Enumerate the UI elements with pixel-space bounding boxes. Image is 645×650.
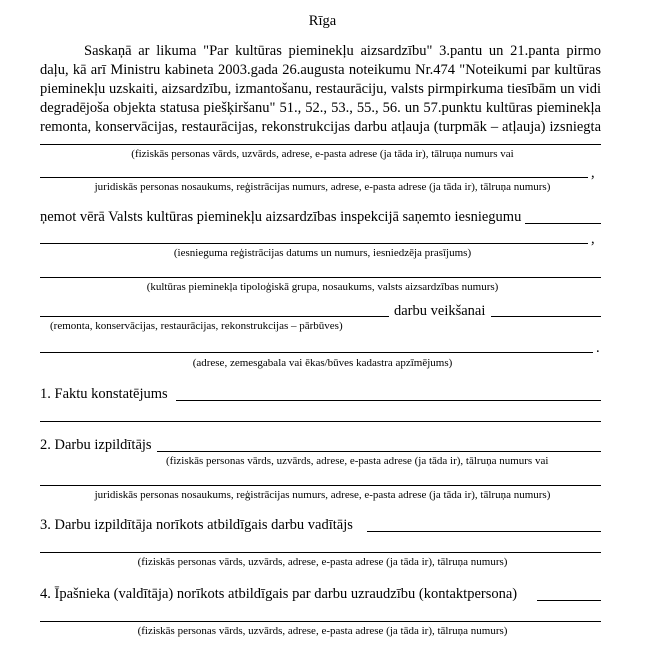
section-1-label: 1. Faktu konstatējums — [40, 386, 168, 402]
section-3-hint: (fiziskās personas vārds, uzvārds, adrese, e-pasta adrese (ja tāda ir), tālruņa numurs) — [137, 556, 508, 568]
recipient-person-field[interactable] — [40, 144, 601, 145]
recipient-comma: , — [591, 165, 595, 181]
intro-line-3: pieminekļu uzskaiti, aizsardzību, izmantošanu, restaurāciju, valsts pirmpirkuma tiesībām un vidi — [40, 81, 601, 97]
section-2-legal-hint: juridiskās personas nosaukums, reģistrācijas numurs, adrese, e-pasta adrese (ja tāda ir), tālruņa numurs) — [94, 489, 551, 501]
recipient-legal-field[interactable] — [40, 177, 588, 178]
address-hint: (adrese, zemesgabala vai ēkas/būves kadastra apzīmējums) — [192, 357, 453, 369]
intro-line-1: Saskaņā ar likuma "Par kultūras pieminekļu aizsardzību" 3.pantu un 21.panta pirmo — [84, 43, 601, 59]
recipient-legal-hint: juridiskās personas nosaukums, reģistrācijas numurs, adrese, e-pasta adrese (ja tāda ir), tālruņa numurs) — [94, 181, 551, 193]
section-4-label: 4. Īpašnieka (valdītāja) norīkots atbildīgais par darbu uzraudzību (kontaktpersona) — [40, 586, 518, 602]
works-text: darbu veikšanai — [394, 303, 486, 319]
section-1-field[interactable] — [176, 400, 601, 401]
section-1-field-2[interactable] — [40, 421, 601, 422]
section-2-field[interactable] — [157, 451, 601, 452]
application-comma: , — [591, 231, 595, 247]
section-3-field-2[interactable] — [40, 552, 601, 553]
intro-line-5: remonta, konservācijas, restaurācijas, rekonstrukcijas darbu atļauja (turpmāk – atļauja) izsniegta — [40, 119, 601, 135]
monument-field[interactable] — [40, 277, 601, 278]
section-2-label: 2. Darbu izpildītājs — [40, 437, 152, 453]
works-extra-field[interactable] — [491, 316, 601, 317]
application-field[interactable] — [40, 243, 588, 244]
intro-line-2: daļu, kā arī Ministru kabineta 2003.gada 26.augusta noteikumu Nr.474 "Noteikumi par kultūras — [40, 62, 601, 78]
section-3-field[interactable] — [367, 531, 601, 532]
monument-hint: (kultūras pieminekļa tipoloģiskā grupa, nosaukums, valsts aizsardzības numurs) — [146, 281, 499, 293]
application-hint: (iesnieguma reģistrācijas datums un numurs, iesniedzēja prasījums) — [173, 247, 472, 259]
application-short-field[interactable] — [525, 223, 601, 224]
address-field[interactable] — [40, 352, 593, 353]
section-4-hint: (fiziskās personas vārds, uzvārds, adrese, e-pasta adrese (ja tāda ir), tālruņa numurs) — [137, 625, 508, 637]
section-4-field-2[interactable] — [40, 621, 601, 622]
section-3-label: 3. Darbu izpildītāja norīkots atbildīgais darbu vadītājs — [40, 517, 353, 533]
recipient-person-hint: (fiziskās personas vārds, uzvārds, adrese, e-pasta adrese (ja tāda ir), tālruņa numurs vai — [131, 148, 514, 160]
section-2-person-hint: (fiziskās personas vārds, uzvārds, adrese, e-pasta adrese (ja tāda ir), tālruņa numurs vai — [166, 455, 549, 467]
section-4-field[interactable] — [537, 600, 601, 601]
section-2-field-2[interactable] — [40, 485, 601, 486]
application-text: ņemot vērā Valsts kultūras pieminekļu aizsardzības inspekcijā saņemto iesniegumu — [40, 209, 522, 225]
city-heading: Rīga — [308, 13, 337, 29]
works-type-field[interactable] — [40, 316, 389, 317]
address-period: . — [596, 340, 600, 356]
works-hint: (remonta, konservācijas, restaurācijas, rekonstrukcijas – pārbūves) — [50, 320, 343, 332]
intro-line-4: degradējoša objekta statusa piešķiršanu" 51., 52., 53., 55., 56. un 57.punktu kultūras pieminekļa — [40, 100, 601, 116]
